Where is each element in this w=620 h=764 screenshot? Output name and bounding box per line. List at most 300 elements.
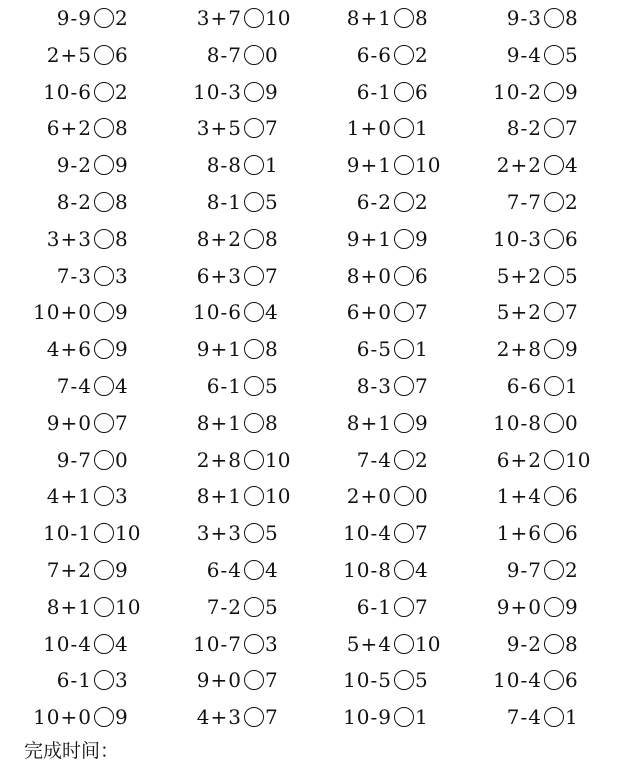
answer-circle[interactable]	[94, 523, 114, 543]
comparison-problem	[450, 294, 600, 331]
compare-number: 8	[265, 226, 278, 251]
answer-circle[interactable]	[94, 82, 114, 102]
answer-circle[interactable]	[544, 302, 564, 322]
expression: 10-4	[43, 631, 92, 656]
comparison-problem	[0, 626, 150, 663]
comparison-problem	[450, 331, 600, 368]
comparison-problem	[150, 221, 300, 258]
compare-number: 7	[115, 410, 128, 435]
compare-number: 4	[265, 558, 278, 582]
answer-circle[interactable]	[394, 45, 414, 65]
answer-circle[interactable]	[544, 45, 564, 65]
compare-number: 4	[565, 153, 578, 178]
answer-circle[interactable]	[244, 597, 264, 617]
comparison-problem	[300, 552, 450, 589]
comparison-problem	[0, 515, 150, 552]
expression: 10-8	[343, 558, 392, 582]
answer-circle[interactable]	[94, 670, 114, 690]
expression: 9-4	[506, 42, 542, 67]
worksheet-row	[0, 405, 620, 442]
answer-circle[interactable]	[94, 413, 114, 433]
compare-number: 6	[565, 226, 578, 251]
answer-circle[interactable]	[394, 597, 414, 617]
comparison-problem	[150, 626, 300, 663]
answer-circle[interactable]	[544, 339, 564, 359]
compare-number: 9	[565, 79, 578, 104]
compare-number: 10	[565, 447, 591, 472]
answer-circle[interactable]	[544, 634, 564, 654]
worksheet-row	[0, 0, 620, 37]
compare-number: 2	[115, 79, 128, 104]
expression: 8-2	[506, 116, 542, 141]
compare-number: 0	[565, 410, 578, 435]
answer-circle[interactable]	[94, 376, 114, 396]
answer-circle[interactable]	[544, 8, 564, 28]
compare-number: 2	[415, 190, 428, 214]
expression: 7-7	[506, 190, 542, 214]
comparison-problem	[300, 184, 450, 221]
comparison-problem	[0, 37, 150, 74]
compare-number: 9	[115, 300, 128, 325]
comparison-problem	[150, 515, 300, 552]
compare-number: 4	[115, 374, 128, 398]
worksheet-row	[0, 37, 620, 74]
expression: 6+3	[196, 263, 242, 288]
answer-circle[interactable]	[94, 486, 114, 506]
compare-number: 10	[115, 521, 141, 546]
answer-circle[interactable]	[94, 266, 114, 286]
answer-circle[interactable]	[94, 597, 114, 617]
comparison-problem	[150, 552, 300, 589]
worksheet-row	[0, 147, 620, 184]
answer-circle[interactable]	[544, 597, 564, 617]
worksheet-row	[0, 331, 620, 368]
answer-circle[interactable]	[244, 192, 264, 212]
expression: 5+4	[346, 631, 392, 656]
answer-circle[interactable]	[394, 450, 414, 470]
expression: 7-4	[356, 447, 392, 472]
expression: 6-4	[206, 558, 242, 582]
comparison-problem	[450, 515, 600, 552]
answer-circle[interactable]	[544, 523, 564, 543]
worksheet-row	[0, 221, 620, 258]
compare-number: 7	[265, 116, 278, 141]
expression: 8-1	[206, 190, 242, 214]
compare-number: 3	[115, 484, 128, 509]
comparison-problem	[450, 626, 600, 663]
expression: 9-7	[506, 558, 542, 582]
expression: 9-7	[56, 447, 92, 472]
comparison-problem	[450, 0, 600, 37]
compare-number: 10	[265, 6, 291, 30]
expression: 3+7	[196, 6, 242, 30]
completion-time-label: 完成时间：	[24, 740, 120, 762]
comparison-problem	[450, 37, 600, 74]
answer-circle[interactable]	[394, 82, 414, 102]
compare-number: 5	[415, 668, 428, 693]
comparison-problem	[300, 294, 450, 331]
answer-circle[interactable]	[394, 339, 414, 359]
expression: 10-9	[343, 705, 392, 730]
answer-circle[interactable]	[544, 82, 564, 102]
compare-number: 7	[565, 116, 578, 141]
worksheet-row	[0, 552, 620, 589]
expression: 2+8	[196, 447, 242, 472]
expression: 3+5	[196, 116, 242, 141]
answer-circle[interactable]	[394, 155, 414, 175]
compare-number: 8	[415, 6, 428, 30]
comparison-problem	[450, 74, 600, 111]
expression: 9+1	[196, 337, 242, 362]
compare-number: 9	[415, 410, 428, 435]
expression: 9-3	[506, 6, 542, 30]
comparison-problem	[0, 110, 150, 147]
answer-circle[interactable]	[244, 45, 264, 65]
compare-number: 6	[115, 42, 128, 67]
answer-circle[interactable]	[244, 486, 264, 506]
compare-number: 7	[415, 374, 428, 398]
answer-circle[interactable]	[544, 155, 564, 175]
compare-number: 8	[265, 337, 278, 362]
expression: 6+2	[496, 447, 542, 472]
comparison-problem	[150, 0, 300, 37]
compare-number: 0	[415, 484, 428, 509]
comparison-problem	[0, 147, 150, 184]
answer-circle[interactable]	[394, 229, 414, 249]
expression: 9+1	[346, 226, 392, 251]
worksheet-row	[0, 258, 620, 295]
compare-number: 6	[565, 521, 578, 546]
compare-number: 6	[565, 484, 578, 509]
comparison-problem	[150, 331, 300, 368]
expression: 8+2	[196, 226, 242, 251]
answer-circle[interactable]	[94, 8, 114, 28]
answer-circle[interactable]	[544, 486, 564, 506]
worksheet-row	[0, 74, 620, 111]
answer-circle[interactable]	[244, 266, 264, 286]
compare-number: 0	[265, 42, 278, 67]
comparison-problem	[300, 37, 450, 74]
expression: 6+2	[46, 116, 92, 141]
answer-circle[interactable]	[544, 413, 564, 433]
answer-circle[interactable]	[394, 523, 414, 543]
expression: 7-4	[506, 705, 542, 730]
compare-number: 1	[415, 705, 428, 730]
comparison-problem	[450, 589, 600, 626]
answer-circle[interactable]	[394, 634, 414, 654]
answer-circle[interactable]	[244, 82, 264, 102]
expression: 6-1	[356, 79, 392, 104]
expression: 8+1	[346, 410, 392, 435]
answer-circle[interactable]	[544, 376, 564, 396]
expression: 10+0	[33, 705, 92, 730]
comparison-problem	[150, 74, 300, 111]
answer-circle[interactable]	[544, 266, 564, 286]
compare-number: 8	[565, 631, 578, 656]
worksheet-row	[0, 662, 620, 699]
compare-number: 2	[415, 42, 428, 67]
expression: 9+1	[346, 153, 392, 178]
answer-circle[interactable]	[544, 670, 564, 690]
answer-circle[interactable]	[244, 634, 264, 654]
answer-circle[interactable]	[394, 8, 414, 28]
worksheet-row	[0, 110, 620, 147]
answer-circle[interactable]	[244, 376, 264, 396]
comparison-problem	[150, 368, 300, 405]
compare-number: 9	[565, 594, 578, 619]
compare-number: 1	[565, 374, 578, 398]
comparison-problem	[150, 478, 300, 515]
answer-circle[interactable]	[394, 670, 414, 690]
answer-circle[interactable]	[94, 229, 114, 249]
answer-circle[interactable]	[394, 266, 414, 286]
comparison-problem	[150, 147, 300, 184]
answer-circle[interactable]	[94, 339, 114, 359]
compare-number: 9	[415, 226, 428, 251]
answer-circle[interactable]	[244, 302, 264, 322]
compare-number: 1	[265, 153, 278, 178]
expression: 8-7	[206, 42, 242, 67]
expression: 6-6	[356, 42, 392, 67]
compare-number: 5	[265, 521, 278, 546]
answer-circle[interactable]	[94, 560, 114, 580]
expression: 10-7	[193, 631, 242, 656]
comparison-problem	[0, 258, 150, 295]
answer-circle[interactable]	[244, 670, 264, 690]
worksheet-row	[0, 478, 620, 515]
expression: 10-6	[193, 300, 242, 325]
comparison-problem	[0, 552, 150, 589]
compare-number: 4	[265, 300, 278, 325]
expression: 10-3	[493, 226, 542, 251]
comparison-problem	[0, 589, 150, 626]
answer-circle[interactable]	[244, 523, 264, 543]
answer-circle[interactable]	[394, 192, 414, 212]
compare-number: 2	[115, 6, 128, 30]
compare-number: 10	[415, 153, 441, 178]
answer-circle[interactable]	[94, 118, 114, 138]
comparison-problem	[0, 0, 150, 37]
comparison-problem	[0, 368, 150, 405]
answer-circle[interactable]	[394, 118, 414, 138]
comparison-problem	[150, 589, 300, 626]
expression: 6-2	[356, 190, 392, 214]
worksheet-row	[0, 589, 620, 626]
expression: 9-9	[56, 6, 92, 30]
compare-number: 8	[115, 226, 128, 251]
answer-circle[interactable]	[244, 155, 264, 175]
comparison-problem	[0, 442, 150, 479]
compare-number: 7	[565, 300, 578, 325]
expression: 8+1	[46, 594, 92, 619]
answer-circle[interactable]	[244, 339, 264, 359]
expression: 8-2	[56, 190, 92, 214]
comparison-problem	[450, 368, 600, 405]
answer-circle[interactable]	[94, 450, 114, 470]
expression: 1+4	[496, 484, 542, 509]
answer-circle[interactable]	[394, 376, 414, 396]
compare-number: 10	[265, 484, 291, 509]
comparison-problem	[0, 699, 150, 736]
expression: 7-4	[56, 374, 92, 398]
expression: 8-8	[206, 153, 242, 178]
answer-circle[interactable]	[244, 450, 264, 470]
comparison-problem	[150, 258, 300, 295]
compare-number: 5	[565, 263, 578, 288]
comparison-problem	[450, 699, 600, 736]
answer-circle[interactable]	[544, 707, 564, 727]
compare-number: 6	[415, 79, 428, 104]
comparison-problem	[300, 0, 450, 37]
answer-circle[interactable]	[394, 413, 414, 433]
comparison-problem	[300, 442, 450, 479]
expression: 6-5	[356, 337, 392, 362]
answer-circle[interactable]	[394, 302, 414, 322]
comparison-problem	[0, 331, 150, 368]
compare-number: 3	[265, 631, 278, 656]
comparison-problem	[300, 258, 450, 295]
compare-number: 0	[115, 447, 128, 472]
expression: 8+1	[346, 6, 392, 30]
comparison-problem	[300, 331, 450, 368]
compare-number: 8	[265, 410, 278, 435]
comparison-problem	[300, 221, 450, 258]
answer-circle[interactable]	[544, 192, 564, 212]
expression: 10-3	[193, 79, 242, 104]
worksheet-row	[0, 294, 620, 331]
comparison-problem	[300, 662, 450, 699]
comparison-problem	[300, 110, 450, 147]
expression: 5+2	[496, 263, 542, 288]
compare-number: 2	[565, 190, 578, 214]
expression: 2+2	[496, 153, 542, 178]
compare-number: 10	[415, 631, 441, 656]
comparison-problem	[300, 478, 450, 515]
compare-number: 1	[565, 705, 578, 730]
comparison-problem	[150, 442, 300, 479]
answer-circle[interactable]	[394, 486, 414, 506]
compare-number: 8	[115, 116, 128, 141]
comparison-problem	[300, 405, 450, 442]
worksheet-row	[0, 442, 620, 479]
expression: 6-1	[356, 594, 392, 619]
compare-number: 10	[115, 594, 141, 619]
comparison-problem	[450, 184, 600, 221]
answer-circle[interactable]	[544, 229, 564, 249]
compare-number: 8	[565, 6, 578, 30]
expression: 10-1	[43, 521, 92, 546]
answer-circle[interactable]	[544, 450, 564, 470]
expression: 10-2	[493, 79, 542, 104]
answer-circle[interactable]	[244, 118, 264, 138]
comparison-problem	[150, 699, 300, 736]
expression: 4+3	[196, 705, 242, 730]
comparison-problem	[450, 258, 600, 295]
comparison-problem	[450, 147, 600, 184]
comparison-problem	[300, 626, 450, 663]
expression: 7+2	[46, 558, 92, 582]
compare-number: 4	[115, 631, 128, 656]
compare-number: 3	[115, 668, 128, 693]
compare-number: 1	[415, 116, 428, 141]
comparison-problem	[150, 110, 300, 147]
expression: 10-8	[493, 410, 542, 435]
compare-number: 2	[565, 558, 578, 582]
expression: 2+5	[46, 42, 92, 67]
answer-circle[interactable]	[394, 707, 414, 727]
compare-number: 4	[415, 558, 428, 582]
comparison-problem	[150, 662, 300, 699]
answer-circle[interactable]	[244, 229, 264, 249]
comparison-problem	[300, 515, 450, 552]
compare-number: 9	[565, 337, 578, 362]
answer-circle[interactable]	[94, 192, 114, 212]
expression: 8+1	[196, 484, 242, 509]
expression: 3+3	[196, 521, 242, 546]
comparison-problem	[150, 37, 300, 74]
answer-circle[interactable]	[244, 707, 264, 727]
expression: 10-6	[43, 79, 92, 104]
comparison-problem	[450, 478, 600, 515]
expression: 6-1	[206, 374, 242, 398]
expression: 8+0	[346, 263, 392, 288]
compare-number: 5	[265, 190, 278, 214]
expression: 1+0	[346, 116, 392, 141]
compare-number: 5	[265, 374, 278, 398]
answer-circle[interactable]	[94, 302, 114, 322]
answer-circle[interactable]	[94, 155, 114, 175]
answer-circle[interactable]	[244, 8, 264, 28]
comparison-problem	[0, 221, 150, 258]
worksheet-row	[0, 368, 620, 405]
expression: 2+8	[496, 337, 542, 362]
comparison-problem	[150, 294, 300, 331]
answer-circle[interactable]	[94, 707, 114, 727]
comparison-problem	[300, 699, 450, 736]
expression: 8+1	[196, 410, 242, 435]
compare-number: 6	[415, 263, 428, 288]
answer-circle[interactable]	[394, 560, 414, 580]
compare-number: 8	[115, 190, 128, 214]
compare-number: 7	[265, 668, 278, 693]
comparison-problem	[450, 221, 600, 258]
answer-circle[interactable]	[94, 45, 114, 65]
compare-number: 1	[415, 337, 428, 362]
comparison-problem	[450, 662, 600, 699]
comparison-problem	[450, 110, 600, 147]
expression: 9-2	[56, 153, 92, 178]
comparison-problem	[0, 294, 150, 331]
expression: 6-1	[56, 668, 92, 693]
answer-circle[interactable]	[544, 560, 564, 580]
expression: 10+0	[33, 300, 92, 325]
answer-circle[interactable]	[94, 634, 114, 654]
expression: 3+3	[46, 226, 92, 251]
expression: 6+0	[346, 300, 392, 325]
compare-number: 3	[115, 263, 128, 288]
answer-circle[interactable]	[544, 118, 564, 138]
compare-number: 7	[265, 263, 278, 288]
expression: 1+6	[496, 521, 542, 546]
answer-circle[interactable]	[244, 560, 264, 580]
expression: 10-4	[343, 521, 392, 546]
comparison-problem	[450, 552, 600, 589]
compare-number: 5	[265, 594, 278, 619]
expression: 9+0	[196, 668, 242, 693]
worksheet-row	[0, 515, 620, 552]
answer-circle[interactable]	[244, 413, 264, 433]
comparison-problem	[450, 405, 600, 442]
